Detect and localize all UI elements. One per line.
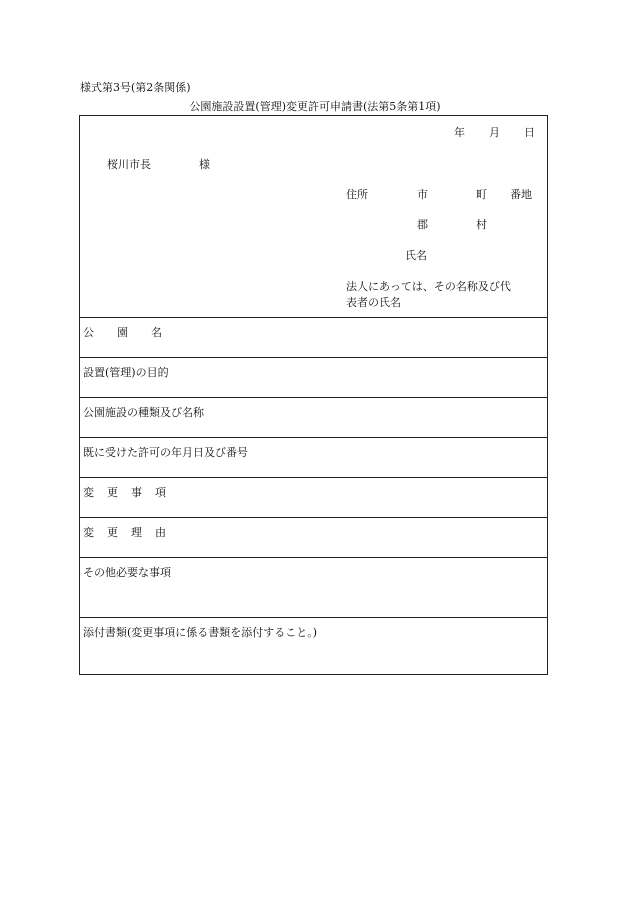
previous-permit-row xyxy=(80,437,547,477)
address-label: 住所 xyxy=(346,188,368,201)
month-label: 月 xyxy=(489,126,500,139)
facility-type-row xyxy=(80,397,547,437)
lot-number-label: 番地 xyxy=(510,188,532,201)
name-label: 氏名 xyxy=(405,249,427,262)
other-matters-row xyxy=(80,557,547,617)
form-number: 様式第3号(第2条関係) xyxy=(80,81,191,94)
city-label: 市 xyxy=(417,188,428,201)
previous-permit-label: 既に受けた許可の年月日及び番号 xyxy=(83,446,248,459)
change-items-row xyxy=(80,477,547,517)
change-reason-label: 変 更 理 由 xyxy=(83,526,166,539)
honorific: 様 xyxy=(199,158,210,171)
corporate-note-line2: 表者の氏名 xyxy=(346,296,401,309)
change-reason-row xyxy=(80,517,547,557)
form-title: 公園施設設置(管理)変更許可申請書(法第5条第1項) xyxy=(189,100,441,113)
facility-type-label: 公園施設の種類及び名称 xyxy=(83,406,204,419)
purpose-label: 設置(管理)の目的 xyxy=(83,366,169,379)
change-items-label: 変 更 事 項 xyxy=(83,486,166,499)
application-form xyxy=(79,115,548,675)
attachments-row xyxy=(80,617,547,676)
county-label: 郡 xyxy=(417,218,428,231)
attachments-label: 添付書類(変更事項に係る書類を添付すること。) xyxy=(83,626,318,639)
park-name-label: 公 園 名 xyxy=(83,326,162,339)
corporate-note-line1: 法人にあっては、その名称及び代 xyxy=(346,280,511,293)
town-label: 町 xyxy=(476,188,487,201)
park-name-row xyxy=(80,317,547,357)
year-label: 年 xyxy=(454,126,465,139)
other-matters-label: その他必要な事項 xyxy=(83,566,171,579)
day-label: 日 xyxy=(524,126,535,139)
village-label: 村 xyxy=(476,218,487,231)
addressee: 桜川市長 xyxy=(107,158,151,171)
purpose-row xyxy=(80,357,547,397)
